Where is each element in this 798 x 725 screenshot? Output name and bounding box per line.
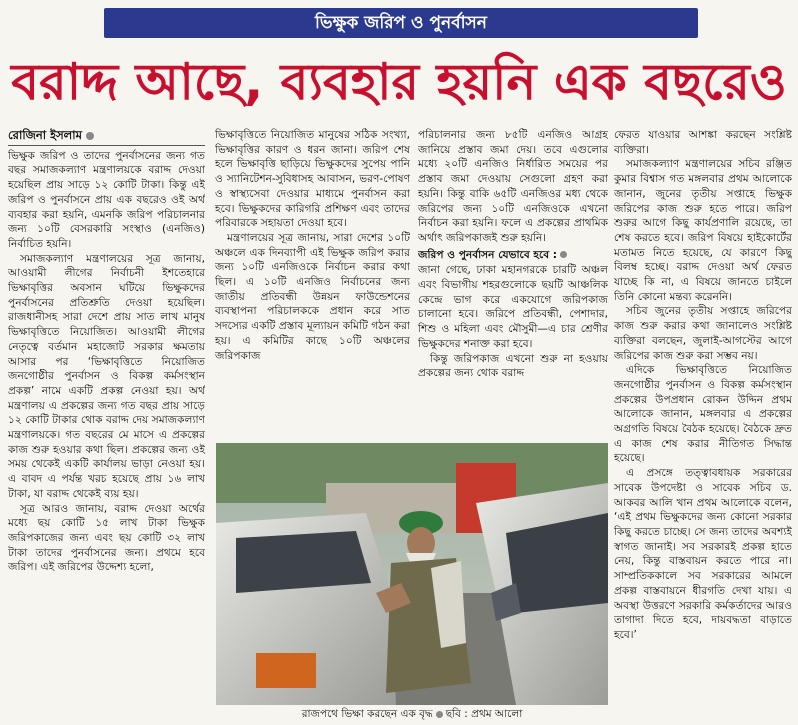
bullet-icon (560, 251, 567, 258)
column-3 (418, 128, 608, 438)
column-1 (8, 128, 205, 725)
photo-caption (216, 706, 608, 722)
paragraph: এদিকে ভিক্ষাবৃত্তিতে নিয়োজিত জনগোষ্ঠীর পুনর্বাসন ও বিকল্প কর্মসংস্থান প্রকল্পের উপপ্রধান রোকন উদ্দিন প্রথম আলোকে জানান, মঙ্গলবার এ প্রকল্পের অগ্রগতি বিষয়ে বৈঠক হয়েছে। বৈঠকে দ্রুত এ কাজ শেষ করার নীতিগত সিদ্ধান্ত হয়েছে। (614, 364, 792, 465)
paragraph: সূত্র আরও জানায়, বরাদ্দ দেওয়া অর্থের মধ্যে ছয় কোটি ১৫ লাখ টাকা ভিক্ষুক জরিপকাজের জন্য এবং ছয় কোটি ৩২ লাখ টাকা তাদের পুনর্বাসনের জন্য। প্রথমে হবে জরিপ। এই জরিপের উদ্দেশ্য হলো, (8, 502, 205, 574)
bullet-icon (86, 132, 94, 140)
byline-name: রোজিনা ইসলাম (8, 128, 82, 142)
news-photo (216, 443, 608, 705)
caption-text: রাজপথে ভিক্ষা করছেন এক বৃদ্ধ (301, 708, 433, 720)
subheading-text: জরিপ ও পুনর্বাসন যেভাবে হবে : (418, 248, 558, 261)
paragraph: সচিব জুনের তৃতীয় সপ্তাহে জরিপের কাজ শুরু করার কথা জানালেও সংশ্লিষ্ট ব্যক্তিরা বলছেন, জুলাই-আগস্টের আগে জরিপের কাজ শুরু করা সম্ভব নয়। (614, 305, 792, 362)
paragraph: ফেরত যাওয়ার আশঙ্কা করছেন সংশ্লিষ্ট ব্যক্তিরা। (614, 129, 792, 156)
byline (8, 128, 205, 146)
paragraph: মন্ত্রণালয়ের সূত্র জানায়, সারা দেশের ১০টি অঞ্চলে এক দিনব্যাপী এই ভিক্ষুক জরিপ করার জন্য ১০টি এনজিওকে নির্বাচন করার কথা ছিল। এ ১০টি এনজিও নির্বাচনের জন্য জাতীয় প্রতিবন্ধী উন্নয়ন ফাউন্ডেশনের ব্যবস্থাপনা পরিচালককে প্রধান করে সাত সদস্যের একটি প্রস্তাব মূল্যায়ন কমিটি গঠন করা হয়। এ কমিটির কাছে ১০টি অঞ্চলের জরিপকাজ (215, 231, 410, 362)
paragraph: কিন্তু জরিপকাজ এখনো শুরু না হওয়ায় প্রকল্পের জন্য থোক বরাদ্দ (418, 352, 608, 380)
paragraph: সমাজকল্যাণ মন্ত্রণালয়ের সচিব রঞ্জিত কুমার বিশ্বাস গত মঙ্গলবার প্রথম আলোকে জানান, জুনের তৃতীয় সপ্তাহে ভিক্ষুক জরিপের কাজ শুরু হতে পারে। জরিপ শুরুর আগে কিছু কার্যপ্রণালি রয়েছে, তা শেষ করতে হবে। জরিপ বিষয়ে হাইকোর্টের মতামত নিতে হয়েছে, যে কারণে কিছু বিলম্ব হচ্ছে। বরাদ্দ দেওয়া অর্থ ফেরত যাচ্ছে কি না, এ বিষয়ে জানতে চাইলে তিনি কোনো মন্তব্য করেননি। (614, 158, 792, 303)
paragraph: এ প্রসঙ্গে তত্ত্বাবধায়ক সরকারের সাবেক উপদেষ্টা ও সাবেক সচিব ড. আকবর আলি খান প্রথম আলোকে বলেন, ‘এই প্রথম ভিক্ষুকদের জন্য কোনো সরকার কিছু করতে চাচ্ছে। সে জন্য তাদের অবশ্যই স্বাগত জানাই। সব সরকারই প্রকল্প হাতে নেয়, কিন্তু বাস্তবায়ন করতে পারে না। সাম্প্রতিককালে সব সরকারের আমলে প্রকল্প বাস্তবায়নে ধীরগতি দেখা যায়। এ অবস্থা উত্তরণে সরকারি কর্মকর্তাদের আরও তাগাদা দিতে হবে, দায়বদ্ধতা বাড়াতে হবে।’ (614, 467, 792, 641)
photo-illustration (216, 443, 608, 705)
paragraph: সমাজকল্যাণ মন্ত্রণালয়ের সূত্র জানায়, আওয়ামী লীগের নির্বাচনী ইশতেহারে ভিক্ষাবৃত্তির অবসান ঘটিয়ে ভিক্ষুকদের পুনর্বাসনের প্রতিশ্রুতি দেওয়া হয়েছিল। রাজধানীসহ সারা দেশে প্রায় সাত লাখ মানুষ ভিক্ষাবৃত্তিতে নিয়োজিত। আওয়ামী লীগের নেতৃত্বে বর্তমান মহাজোট সরকার ক্ষমতায় আসার পর ‘ভিক্ষাবৃত্তিতে নিয়োজিত জনগোষ্ঠীর পুনর্বাসন ও বিকল্প কর্মসংস্থান প্রকল্প’ নামে একটি প্রকল্প নেওয়া হয়। অর্থ মন্ত্রণালয় এ প্রকল্পের জন্য গত বছর প্রায় সাড়ে ১২ কোটি টাকার থোক বরাদ্দ দেয় সমাজকল্যাণ মন্ত্রণালয়কে। গত বছরের মে মাসে এ প্রকল্পের কাজ শুরু হওয়ার কথা ছিল। প্রকল্পের জন্য ওই সময় থেকেই একটি কার্যালয় ভাড়া নেওয়া হয়। এ বাবদ এ পর্যন্ত খরচ হয়েছে প্রায় ১৬ লাখ টাকা, যা বরাদ্দ থেকেই ব্যয় হয়। (8, 252, 205, 500)
paragraph: ভিক্ষুক জরিপ ও তাদের পুনর্বাসনের জন্য গত বছর সমাজকল্যাণ মন্ত্রণালয়কে বরাদ্দ দেওয়া হয়েছিল প্রায় সাড়ে ১২ কোটি টাকা। কিন্তু এই জরিপ ও পুনর্বাসনে প্রায় এক বছরেও ওই অর্থ ব্যবহার করা হয়নি, এমনকি জরিপ পরিচালনার জন্য ১০টি বেসরকারি সংস্থাও (এনজিও) নির্বাচিত হয়নি। (8, 149, 205, 250)
paragraph: পরিচালনার জন্য ৮৫টি এনজিও আগ্রহ জানিয়ে প্রস্তাব জমা দেয়। তবে এগুলোর মধ্যে ২০টি এনজিও নির্ধারিত সময়ের পর প্রস্তাব জমা দেওয়ায় সেগুলো গ্রহণ করা হয়নি। কিন্তু বাকি ৬৫টি এনজিওর মধ্য থেকে জরিপের জন্য ১০টি এনজিওকে এখনো নির্বাচন করা হয়নি। ফলে এ প্রকল্পের প্রাথমিক অর্থাৎ জরিপকাজই শুরু হয়নি। (418, 129, 608, 244)
photo-credit: ছবি : প্রথম আলো (445, 708, 523, 720)
paragraph: ভিক্ষাবৃত্তিতে নিয়োজিত মানুষের সঠিক সংখ্যা, ভিক্ষাবৃত্তির কারণ ও ধরন জানা। জরিপ শেষ হলে ভিক্ষাবৃত্তি ছাড়িয়ে ভিক্ষুকদের সুপেয় পানি ও স্যানিটেশন-সুবিধাসহ আবাসন, ভরণ-পোষণ ও স্বাস্থ্যসেবা দেওয়ার মাধ্যমে পুনর্বাসন করা হবে। ভিক্ষুকদের কারিগরি প্রশিক্ষণ এবং তাদের পরিবারকে সহায়তা দেওয়া হবে। (215, 129, 410, 230)
headline: বরাদ্দ আছে, ব্যবহার হয়নি এক বছরেও (11, 53, 787, 111)
section-kicker: ভিক্ষুক জরিপ ও পুনর্বাসন (104, 8, 698, 38)
subheading (418, 248, 608, 263)
paragraph: জানা গেছে, ঢাকা মহানগরকে চারটি অঞ্চল এবং বিভাগীয় শহরগুলোকে ছয়টি আঞ্চলিক কেন্দ্রে ভাগ করে একযোগে জরিপকাজ চালানো হবে। জরিপে প্রতিবন্ধী, পেশাদার, শিশু ও মহিলা এবং মৌসুমী—এ চার শ্রেণীর ভিক্ষুকদের শনাক্ত করা হবে। (418, 264, 608, 350)
bullet-icon (436, 711, 443, 718)
column-4 (614, 128, 792, 725)
column-2 (215, 128, 410, 438)
